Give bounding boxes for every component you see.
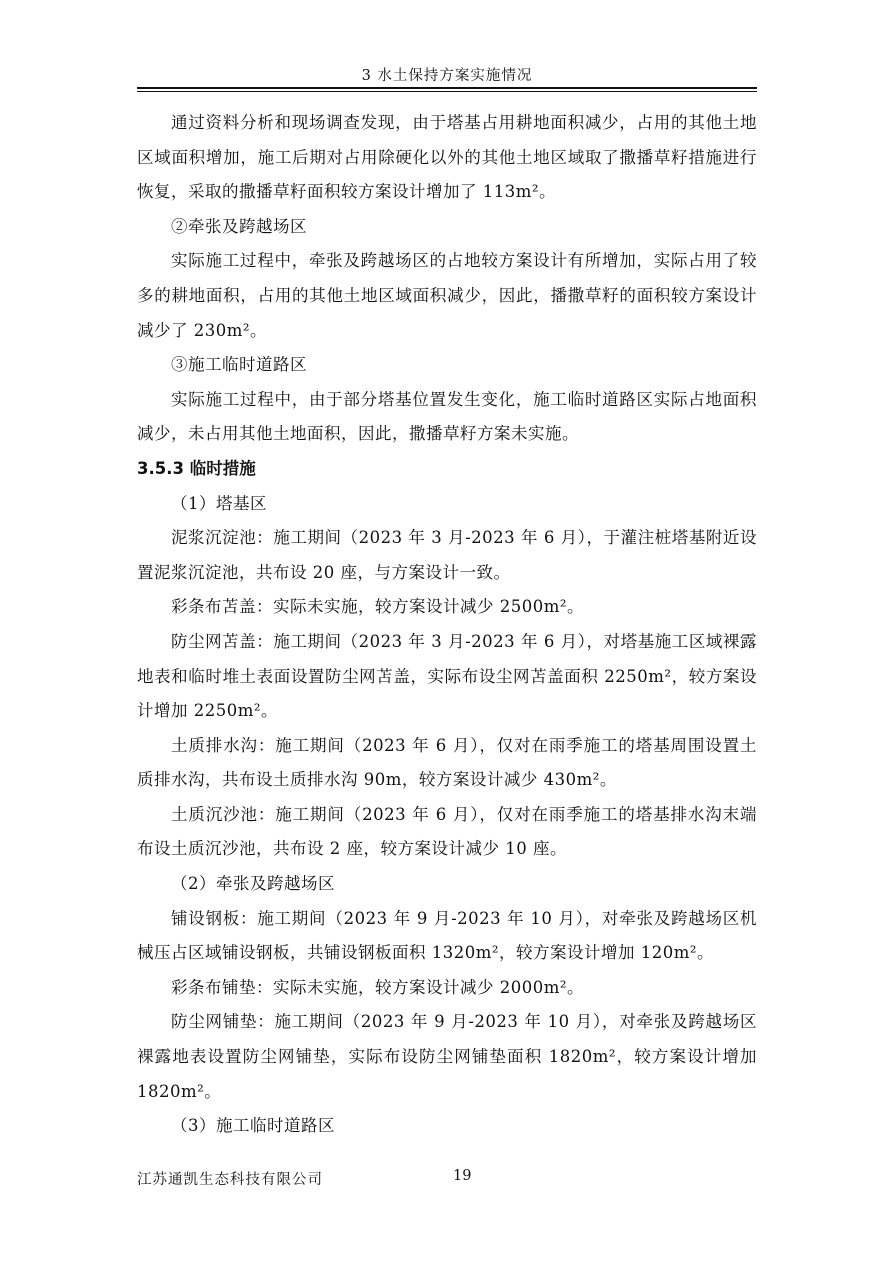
header-rule-thin: [137, 91, 757, 92]
paragraph: 实际施工过程中，由于部分塔基位置发生变化，施工临时道路区实际占地面积减少，未占用其他土地面积，因此，撒播草籽方案未实施。: [137, 389, 757, 444]
header-rule-thick: [137, 87, 757, 89]
page-number: 19: [453, 1168, 472, 1184]
paragraph: 泥浆沉淀池：施工期间（2023 年 3 月-2023 年 6 月），于灌注桩塔基附近设置泥浆沉淀池，共布设 20 座，与方案设计一致。: [137, 528, 757, 582]
footer-company: 江苏通凯生态科技有限公司: [137, 1172, 323, 1188]
paragraph: 铺设钢板：施工期间（2023 年 9 月-2023 年 10 月），对牵张及跨越场区机械压占区域铺设钢板，共铺设钢板面积 1320m²，较方案设计增加 120m²。: [137, 908, 757, 963]
subsection-label: （1）塔基区: [171, 493, 267, 513]
paragraph: 通过资料分析和现场调查发现，由于塔基占用耕地面积减少，占用的其他土地区域面积增加，施工后期对占用除硬化以外的其他土地区域取了撒播草籽措施进行恢复，采取的撒播草籽面积较方案设计增加了 113m²。: [137, 113, 757, 202]
paragraph: 防尘网苫盖：施工期间（2023 年 3 月-2023 年 6 月），对塔基施工区域裸露地表和临时堆土表面设置防尘网苫盖，实际布设尘网苫盖面积 2250m²，较方案设计增加 2250m²。: [137, 631, 757, 721]
subsection-label: （2）牵张及跨越场区: [171, 874, 335, 894]
subsection-label: ②牵张及跨越场区: [171, 216, 307, 236]
paragraph: 土质排水沟：施工期间（2023 年 6 月），仅对在雨季施工的塔基周围设置土质排水沟，共布设土质排水沟 90m，较方案设计减少 430m²。: [137, 735, 757, 790]
paragraph: 彩条布苫盖：实际未实施，较方案设计减少 2500m²。: [171, 597, 584, 617]
subsection-label: ③施工临时道路区: [171, 355, 307, 375]
subsection-label: （3）施工临时道路区: [171, 1116, 335, 1136]
paragraph: 彩条布铺垫：实际未实施，较方案设计减少 2000m²。: [171, 977, 584, 997]
body-text: [137, 106, 757, 1144]
running-header: 3 水土保持方案实施情况: [361, 68, 533, 84]
paragraph: 防尘网铺垫：施工期间（2023 年 9 月-2023 年 10 月），对牵张及跨越场区裸露地表设置防尘网铺垫，实际布设防尘网铺垫面积 1820m²，较方案设计增加 1820m²。: [137, 1012, 757, 1101]
paragraph: 土质沉沙池：施工期间（2023 年 6 月），仅对在雨季施工的塔基排水沟末端布设土质沉沙池，共布设 2 座，较方案设计减少 10 座。: [137, 804, 757, 859]
paragraph: 实际施工过程中，牵张及跨越场区的占地较方案设计有所增加，实际占用了较多的耕地面积，占用的其他土地区域面积减少，因此，播撒草籽的面积较方案设计减少了 230m²。: [137, 251, 757, 340]
section-heading: 3.5.3 临时措施: [137, 458, 256, 478]
